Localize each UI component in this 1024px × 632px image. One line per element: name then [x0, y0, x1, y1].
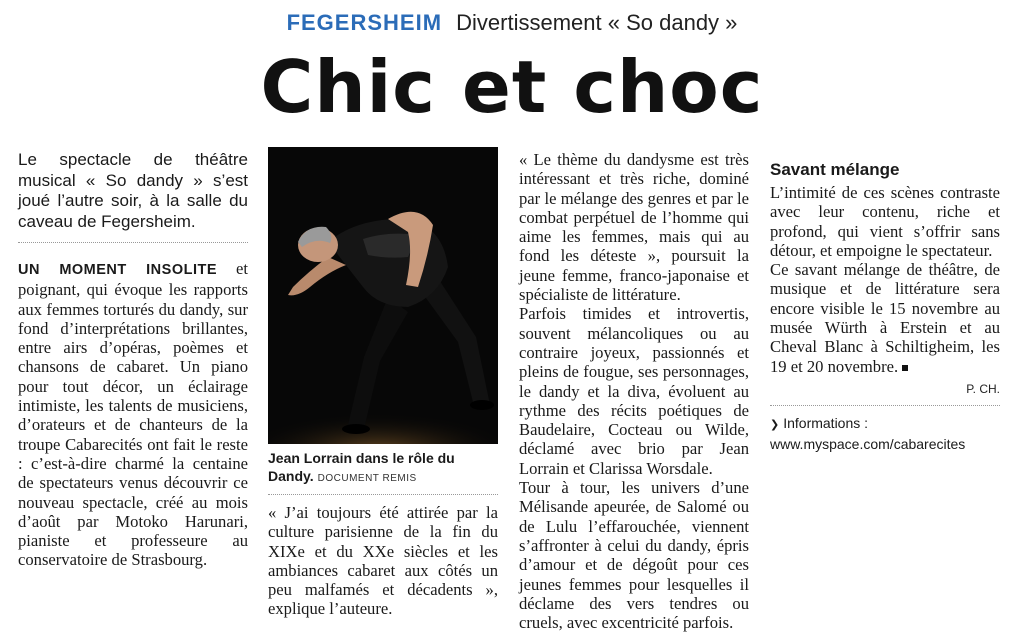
caption-divider [268, 494, 498, 495]
location-label: FEGERSHEIM [286, 10, 443, 35]
info-block [770, 414, 1000, 454]
section-subhead: Savant mélange [770, 160, 900, 179]
info-label: Informations : [783, 415, 869, 432]
column-4 [770, 150, 1000, 454]
rubric-label: Divertissement « So dandy » [456, 10, 738, 35]
paragraph-7: Ce savant mélange de théâtre, de musique et de littérature sera encore visible le 15 novembre au musée Würth à Erstein et au Cheval Blanc à Schiltigheim, les 19 et 20 novembre. [770, 260, 1000, 376]
caption-text: Jean Lorrain dans le rôle du Dandy. [268, 450, 455, 484]
column-3 [519, 150, 749, 632]
article-headline: Chic et choc [260, 45, 764, 129]
paragraph-5: Tour à tour, les univers d’une Mélisande apeurée, de Salomé ou de Lulu l’effarouchée, viennent s’affronter à celui du dandy, épris d’amour et de dégoût pour ces jeunes femmes pour lesquelles il déclame des vers tendres ou cruels, avec excentricité parfois. [519, 478, 749, 632]
article-kicker [0, 10, 1024, 36]
paragraph-6: L’intimité de ces scènes contraste avec leur contenu, riche et profond, qui vient s’offrir sans détour, et empoigne le spectateur. [770, 183, 1000, 260]
column-2 [268, 503, 498, 619]
paragraph-4: Parfois timides et introvertis, souvent mélancoliques ou au contraire joyeux, passionnés et pleins de fougue, ses personnages, le dandy et la diva, évoluent au rythme des récits poétiques de Baudelaire, Cocteau ou Wilde, déclamé avec brio par Jean Lorrain et Clarissa Worsdale. [519, 304, 749, 478]
paragraph-2: « J’ai toujours été attirée par la culture parisienne de la fin du XIXe et du XXe siècles et les ambiances cabaret aux côtés un peu malfamés et décadents », explique l’auteure. [268, 503, 498, 619]
lead-in: UN MOMENT INSOLITE [18, 262, 218, 278]
photo-credit: DOCUMENT REMIS [317, 473, 417, 484]
info-url[interactable]: www.myspace.com/cabarecites [770, 436, 966, 453]
paragraph-3: « Le thème du dandysme est très intéressant et très riche, dominé par le mélange des genres et par le combat perpétuel de l’homme qui aime les femmes, mais qui au fond les déteste », poursuit la jeune femme, franco-japonaise et spécialiste de littérature. [519, 150, 749, 305]
author-signature: P. CH. [966, 381, 1000, 396]
column-1 [18, 150, 248, 570]
end-mark [902, 365, 908, 371]
info-divider [770, 405, 1000, 406]
article-photo [268, 147, 498, 444]
chapo-divider [18, 242, 248, 243]
chevron-right-icon: ❯ [770, 419, 780, 432]
paragraph-1: UN MOMENT INSOLITE et poignant, qui évoque les rapports aux femmes torturés du dandy, sur fond d’interprétations brillantes, entre airs d’opéras, poèmes et chansons de cabaret. Un piano pour tout décor, un éclairage intimiste, les talents de musiciens, d’orateurs et de chanteurs de la troupe Cabarecités ont fait le reste : c’est-à-dire charmé la centaine de spectateurs venus découvrir ce nouveau spectacle, créé au mois d’août par Motoko Harunari, pianiste et professeure au conservatoire de Strasbourg. [18, 259, 248, 570]
performer-image [268, 147, 498, 444]
article-chapo: Le spectacle de théâtre musical « So dandy » s’est joué l’autre soir, à la salle du caveau de Fegersheim. [18, 150, 248, 231]
photo-caption [268, 449, 498, 488]
